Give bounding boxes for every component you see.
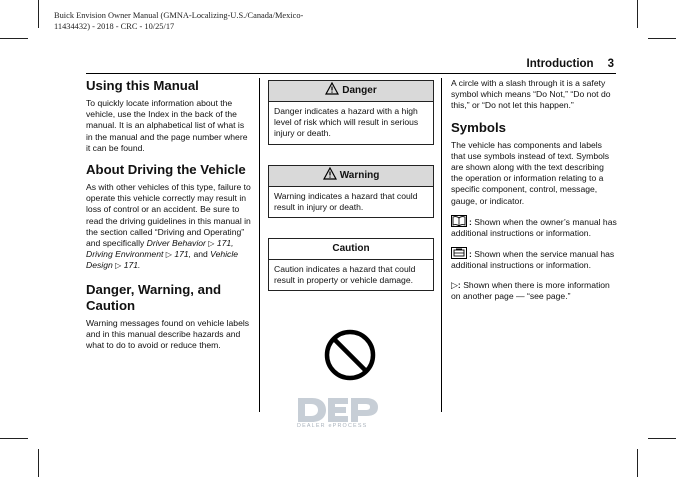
crop-mark — [637, 449, 638, 477]
caution-title: Caution — [332, 243, 370, 254]
see-page-icon: ▷ — [115, 261, 122, 271]
paragraph-symbols: The vehicle has components and labels that use symbols instead of text. Symbols are shown along with the text describing the operation or information relating to a specific component, control, message, gauge, or indicator. — [451, 139, 610, 206]
heading-using-manual: Using this Manual — [86, 78, 199, 93]
link-driving-environment[interactable]: Driving Environment ▷ 171, — [86, 249, 192, 260]
see-page-icon: ▷ — [208, 239, 215, 249]
symbol-owners-manual-text: Shown when the owner’s manual has additional instructions or information. — [451, 216, 617, 239]
dep-watermark-subtext: DEALER ePROCESS — [297, 423, 368, 429]
running-header — [527, 58, 614, 70]
crop-mark — [0, 38, 28, 39]
crop-mark — [648, 438, 676, 439]
column-divider — [259, 78, 260, 412]
page-number: 3 — [607, 58, 614, 70]
crop-mark — [648, 38, 676, 39]
do-not-symbol-icon — [322, 327, 378, 383]
about-driving-text: As with other vehicles of this type, failure to operate this vehicle correctly may result in loss of control or an accident. Be sure to read the driving guidelines in this manual in the section called “Driving and Operating” and specifically — [86, 182, 251, 249]
crop-mark — [38, 449, 39, 477]
danger-title: Danger — [342, 85, 377, 96]
symbol-service-manual-text: Shown when the service manual has additional instructions or information. — [451, 249, 615, 271]
paragraph-circle-slash: A circle with a slash through it is a safety symbol which means “Do Not,” “Do not do this,” or “Do not let this happen.” — [451, 78, 611, 111]
meta-line-2: 11434432) - 2018 - CRC - 10/25/17 — [54, 22, 175, 31]
symbol-owners-manual: : Shown when the owner’s manual has additional instructions or information. — [451, 216, 617, 239]
paragraph-using-manual: To quickly locate information about the vehicle, use the Index in the back of the manual. It is an alphabetical list of what is in the manual and the page number where it can be found. — [86, 98, 248, 153]
warning-title: Warning — [339, 170, 380, 181]
dep-watermark-logo — [296, 396, 380, 424]
crop-mark — [0, 438, 28, 439]
see-page-icon: ▷ — [451, 279, 458, 290]
crop-mark — [637, 0, 638, 28]
link-vehicle-design[interactable]: Vehicle Design ▷ 171. — [86, 249, 239, 271]
column-right — [451, 78, 617, 310]
caution-box-header — [269, 239, 433, 260]
danger-box-header — [269, 81, 433, 102]
link-driver-behavior[interactable]: Driver Behavior ▷ 171, — [146, 238, 234, 249]
paragraph-danger-warning-caution: Warning messages found on vehicle labels and in this manual describe hazards and what to do to avoid or reduce them. — [86, 317, 250, 351]
header-rule — [86, 73, 616, 74]
owners-manual-book-icon — [451, 215, 467, 227]
warning-box — [268, 165, 434, 218]
warning-body: Warning indicates a hazard that could result in injury or death. — [274, 191, 418, 213]
symbol-see-page-text: Shown when there is more information on another page — “see page.” — [451, 279, 610, 301]
meta-line-1: Buick Envision Owner Manual (GMNA-Localizing-U.S./Canada/Mexico- — [54, 11, 304, 20]
caution-box — [268, 238, 434, 291]
and-text: and — [193, 249, 208, 260]
heading-danger-warning-caution: Danger, Warning, and Caution — [86, 281, 222, 313]
document-meta — [54, 10, 303, 32]
symbol-service-manual: : Shown when the service manual has additional instructions or information. — [451, 249, 615, 271]
heading-symbols: Symbols — [451, 119, 506, 135]
crop-mark — [38, 0, 39, 28]
symbol-see-page: ▷: Shown when there is more information on another page — “see page.” — [451, 279, 610, 301]
danger-box — [268, 80, 434, 145]
heading-about-driving: About Driving the Vehicle — [86, 162, 246, 178]
column-divider — [441, 78, 442, 412]
section-title: Introduction — [526, 58, 594, 70]
warning-triangle-icon — [325, 82, 339, 95]
caution-body: Caution indicates a hazard that could result in property or vehicle damage. — [274, 264, 416, 286]
danger-body: Danger indicates a hazard with a high level of risk which will result in serious injury or death. — [274, 106, 419, 139]
warning-box-header — [269, 166, 433, 187]
column-left — [86, 78, 252, 359]
service-manual-icon — [451, 247, 467, 259]
paragraph-about-driving — [86, 182, 252, 272]
see-page-icon: ▷ — [165, 250, 172, 260]
warning-triangle-icon — [323, 167, 337, 180]
